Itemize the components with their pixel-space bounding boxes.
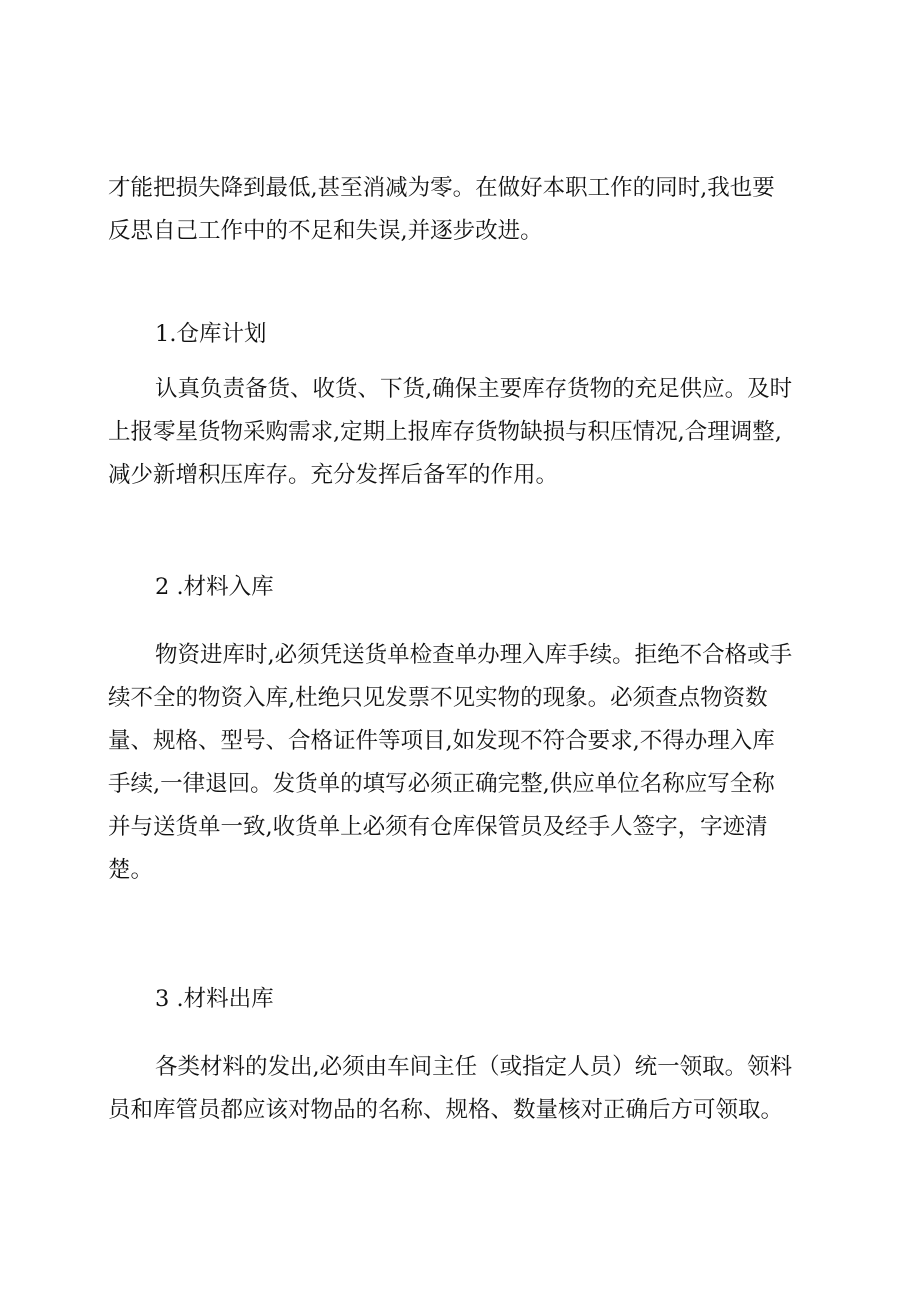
- intro-line-1: 才能把损失降到最低,甚至消减为零。在做好本职工作的同时,我也要: [108, 175, 775, 201]
- section-heading: 1.仓库计划: [155, 321, 267, 347]
- intro-line-2: 反思自己工作中的不足和失误,并逐步改进。: [108, 218, 543, 244]
- section-2-line-2: 续不全的物资入库,杜绝只见发票不见实物的现象。必须查点物资数: [108, 685, 768, 711]
- section-3-heading: [108, 978, 813, 1021]
- section-heading: 3 .材料出库: [155, 986, 274, 1012]
- section-3-line-2: 员和库管员都应该对物品的名称、规格、数量核对正确后方可领取。: [108, 1097, 784, 1123]
- section-2-line-1: 物资进库时,必须凭送货单检查单办理入库手续。拒绝不合格或手: [155, 642, 793, 668]
- intro-paragraph: [108, 167, 813, 253]
- section-3-paragraph: [108, 1046, 813, 1132]
- section-heading: 2 .材料入库: [155, 574, 274, 600]
- section-3-line-1: 各类材料的发出,必须由车间主任（或指定人员）统一领取。领料: [155, 1054, 793, 1080]
- section-2-line-3: 量、规格、型号、合格证件等项目,如发现不符合要求,不得办理入库: [108, 728, 775, 754]
- section-2-line-5: 并与送货单一致,收货单上必须有仓库保管员及经手人签字，字迹清: [108, 814, 768, 840]
- section-2-heading: [108, 566, 813, 609]
- section-1-line-2: 上报零星货物采购需求,定期上报库存货物缺损与积压情况,合理调整,: [108, 419, 782, 445]
- section-1-paragraph: [108, 368, 813, 497]
- section-2-line-6: 楚。: [108, 857, 154, 883]
- section-2-line-4: 手续,一律退回。发货单的填写必须正确完整,供应单位名称应写全称: [108, 771, 775, 797]
- section-1-heading: [108, 313, 813, 356]
- section-1-line-1: 认真负责备货、收货、下货,确保主要库存货物的充足供应。及时: [155, 376, 793, 402]
- section-1-line-3: 减少新增积压库存。充分发挥后备军的作用。: [108, 462, 559, 488]
- section-2-paragraph: [108, 634, 813, 892]
